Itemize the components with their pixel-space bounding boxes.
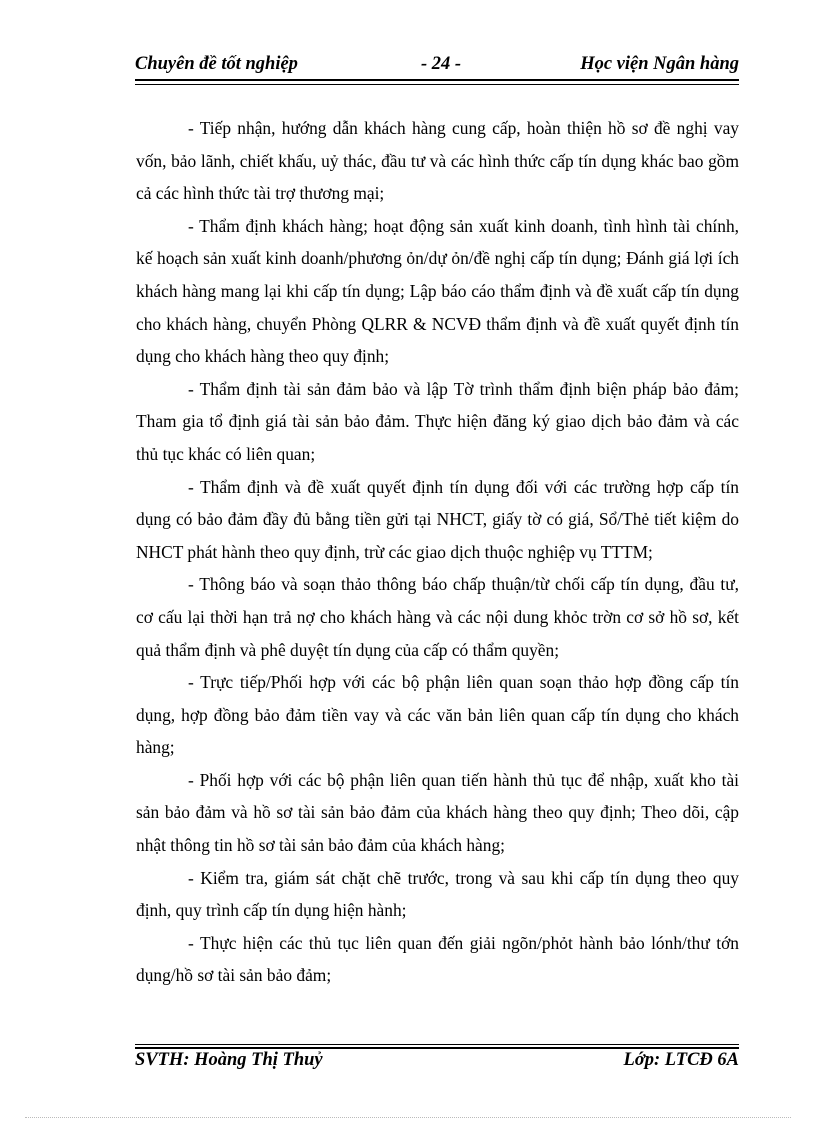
footer-class: Lớp: LTCĐ 6A [623,1050,739,1070]
header-thesis-title: Chuyên đề tốt nghiệp [135,54,298,74]
page-body [136,112,739,992]
paragraph: - Thẩm định và đề xuất quyết định tín dụng đối với các trường hợp cấp tín dụng có bảo đảm đầy đủ bằng tiền gửi tại NHCT, giấy tờ có giá, Sổ/Thẻ tiết kiệm do NHCT phát hành theo quy định, trừ các giao dịch thuộc nghiệp vụ TTTM; [136,476,739,562]
paragraph: - Thẩm định khách hàng; hoạt động sản xuất kinh doanh, tình hình tài chính, kế hoạch sản xuất kinh doanh/phương ỏn/dự ỏn/đề nghị cấp tín dụng; Đánh giá lợi ích khách hàng mang lại khi cấp tín dụng; Lập báo cáo thẩm định và đề xuất cấp tín dụng cho khách hàng, chuyển Phòng QLRR & NCVĐ thẩm định và đề xuất quyết định tín dụng cho khách hàng theo quy định; [136,215,739,367]
footer-rule-thick [135,1047,739,1049]
header-rule-thin [135,84,739,85]
paragraph: - Thông báo và soạn thảo thông báo chấp thuận/từ chối cấp tín dụng, đầu tư, cơ cấu lại thời hạn trả nợ cho khách hàng và các nội dung khỏc trờn cơ sở hồ sơ, kết quả thẩm định và phê duyệt tín dụng của cấp có thẩm quyền; [136,574,739,660]
paragraph: - Tiếp nhận, hướng dẫn khách hàng cung cấp, hoàn thiện hồ sơ đề nghị vay vốn, bảo lãnh, chiết khấu, uỷ thác, đầu tư và các hình thức cấp tín dụng khác bao gồm cả các hình thức tài trợ thương mại; [136,118,739,204]
paragraph: - Kiểm tra, giám sát chặt chẽ trước, trong và sau khi cấp tín dụng theo quy định, quy trình cấp tín dụng hiện hành; [136,867,739,921]
header-page-number: - 24 - [421,54,462,74]
paragraph: - Trực tiếp/Phối hợp với các bộ phận liên quan soạn thảo hợp đồng cấp tín dụng, hợp đồng bảo đảm tiền vay và các văn bản liên quan cấp tín dụng cho khách hàng; [136,672,739,758]
header-institution: Học viện Ngân hàng [580,54,739,74]
footer-rule-thin [135,1044,739,1045]
paragraph: - Phối hợp với các bộ phận liên quan tiến hành thủ tục để nhập, xuất kho tài sản bảo đảm và hồ sơ tài sản bảo đảm của khách hàng theo quy định; Theo dõi, cập nhật thông tin hồ sơ tài sản bảo đảm của khách hàng; [136,769,739,856]
paragraph: - Thẩm định tài sản đảm bảo và lập Tờ trình thẩm định biện pháp bảo đảm; Tham gia tổ định giá tài sản bảo đảm. Thực hiện đăng ký giao dịch bảo đảm và các thủ tục khác có liên quan; [136,378,739,464]
page-edge-divider [25,1117,791,1118]
footer-student-name: SVTH: Hoàng Thị Thuỷ [135,1050,323,1070]
paragraph: - Thực hiện các thủ tục liên quan đến giải ngõn/phỏt hành bảo lónh/thư tớn dụng/hồ sơ tài sản bảo đảm; [136,932,739,986]
page-header [135,54,739,78]
page-footer [135,1050,739,1074]
header-rule-thick [135,79,739,81]
